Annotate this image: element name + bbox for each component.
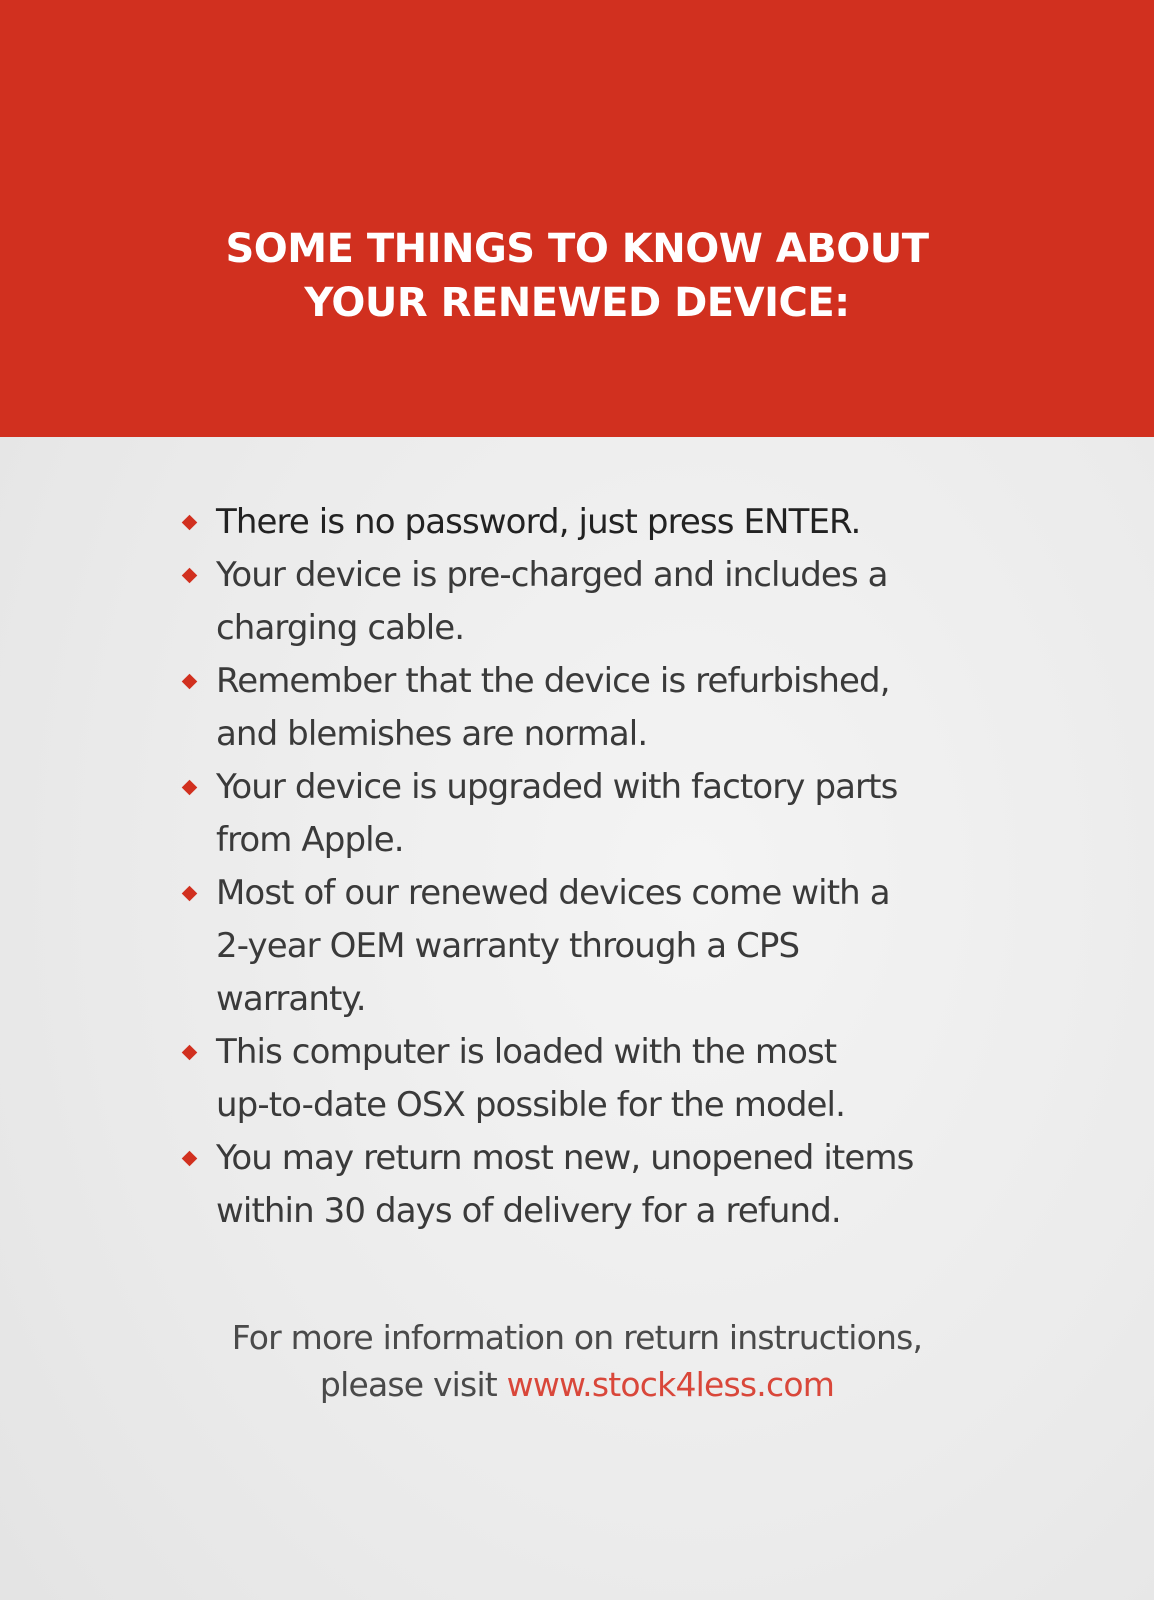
- list-item: [182, 761, 982, 867]
- list-item: [182, 867, 982, 1026]
- note-text: Most of our renewed devices come with a: [216, 873, 890, 913]
- footer-note: [0, 1314, 1154, 1408]
- note-text: charging cable.: [216, 608, 465, 648]
- note-text: Remember that the device is refurbished,: [216, 661, 890, 701]
- diamond-bullet-icon: [182, 1045, 198, 1061]
- page-title: [0, 222, 1154, 330]
- list-item: [182, 496, 982, 549]
- note-text: Your device is upgraded with factory parts: [216, 767, 898, 807]
- note-text: This computer is loaded with the most: [216, 1032, 837, 1072]
- notes-list: [182, 496, 982, 1238]
- list-item: [182, 655, 982, 761]
- note-text: Your device is pre-charged and includes a: [216, 555, 888, 595]
- title-line: SOME THINGS TO KNOW ABOUT: [225, 226, 929, 272]
- title-line: YOUR RENEWED DEVICE:: [304, 280, 850, 326]
- website-link[interactable]: www.stock4less.com: [506, 1365, 835, 1404]
- diamond-bullet-icon: [182, 1151, 198, 1167]
- note-text: from Apple.: [216, 820, 404, 860]
- note-text: 2-year OEM warranty through a CPS: [216, 926, 800, 966]
- note-text: There is no password, just press ENTER.: [216, 502, 861, 542]
- header-band: [0, 0, 1154, 437]
- diamond-bullet-icon: [182, 674, 198, 690]
- footer-prefix: please visit: [319, 1365, 507, 1404]
- note-text: and blemishes are normal.: [216, 714, 648, 754]
- list-item: [182, 549, 982, 655]
- diamond-bullet-icon: [182, 780, 198, 796]
- note-text: up-to-date OSX possible for the model.: [216, 1085, 845, 1125]
- footer-line: For more information on return instructions,: [231, 1318, 923, 1357]
- note-text: within 30 days of delivery for a refund.: [216, 1191, 841, 1231]
- diamond-bullet-icon: [182, 568, 198, 584]
- footer-line: [0, 1361, 1154, 1408]
- note-text: You may return most new, unopened items: [216, 1138, 914, 1178]
- list-item: [182, 1132, 982, 1238]
- diamond-bullet-icon: [182, 886, 198, 902]
- list-item: [182, 1026, 982, 1132]
- note-text: warranty.: [216, 979, 366, 1019]
- diamond-bullet-icon: [182, 515, 198, 531]
